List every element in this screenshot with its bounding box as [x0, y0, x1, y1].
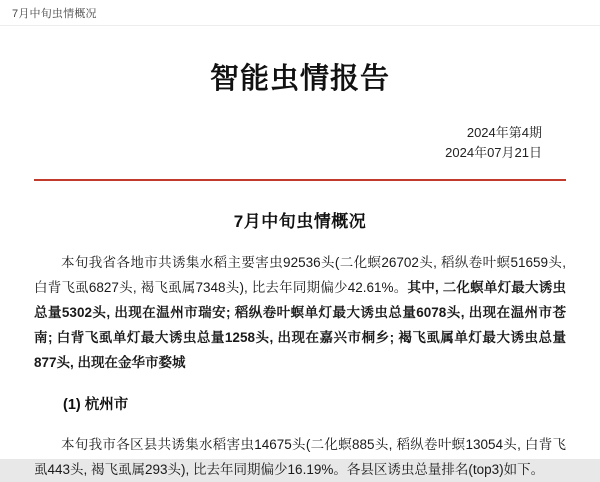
summary-text-plain: 本旬我省各地市共诱集水稻主要害虫92536头(二化螟26702头, 稻纵卷叶螟51659头, 白背飞虱6827头, 褐飞虱属7348头), 比去年同期偏少42.61%。 — [34, 255, 566, 295]
summary-text-bold: 其中, 二化螟单灯最大诱虫总量5302头, 出现在温州市瑞安; 稻纵卷叶螟单灯最大诱虫总量6078头, 出现在温州市苍南; 白背飞虱单灯最大诱虫总量1258头, 出现在嘉兴市桐乡; 褐飞虱属单灯最大诱虫总量877头, 出现在金华市婺城 — [34, 280, 566, 370]
top-bar-title: 7月中旬虫情概况 — [12, 7, 97, 20]
document-meta — [34, 123, 566, 163]
publish-date: 2024年07月21日 — [445, 145, 542, 160]
page-title: 智能虫情报告 — [209, 63, 390, 95]
document-content — [0, 56, 600, 482]
header-divider — [34, 179, 566, 181]
top-bar — [0, 0, 600, 26]
issue-number: 2024年第4期 — [466, 125, 542, 140]
hangzhou-paragraph: 本旬我市各区县共诱集水稻害虫14675头(二化螟885头, 稻纵卷叶螟13054头, 白背飞虱443头, 褐飞虱属293头), 比去年同期偏少16.19%。各县区诱虫总量排名(top3)如下。 — [34, 437, 566, 477]
subsection-heading-hangzhou: (1) 杭州市 — [63, 397, 129, 413]
summary-paragraph — [34, 250, 566, 375]
section-title: 7月中旬虫情概况 — [233, 212, 367, 231]
